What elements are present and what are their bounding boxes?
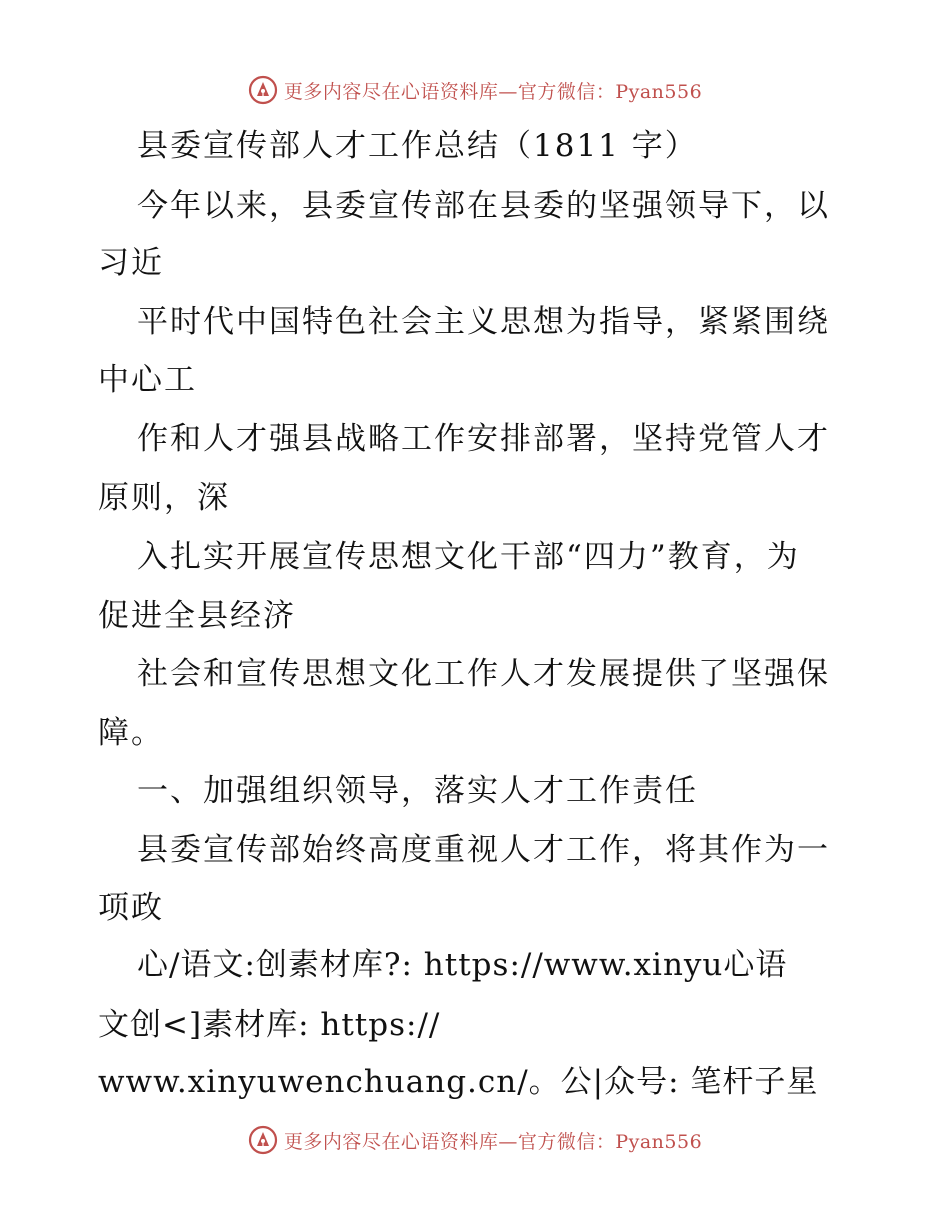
footer-banner-text: 更多内容尽在心语资料库—官方微信：Pyan556 (283, 1130, 703, 1153)
watermark-line: 心/语文:创素材库?: https://www.xinyu心语 (137, 947, 788, 983)
watermark-line: 文创<]素材库: https:// (98, 1007, 441, 1043)
pen-nib-seal-icon (248, 1125, 278, 1155)
paragraph-line: 中心工 (98, 362, 197, 398)
footer-banner (0, 1120, 950, 1160)
paragraph-line: 入扎实开展宣传思想文化干部“四力”教育，为 (137, 539, 800, 575)
paragraph-line: 县委宣传部始终高度重视人才工作，将其作为一 (137, 832, 830, 868)
paragraph-line: 作和人才强县战略工作安排部署，坚持党管人才 (137, 421, 830, 457)
watermark-line: www.xinyuwenchuang.cn/。公|众号: 笔杆子星 (98, 1064, 819, 1100)
paragraph-line: 促进全县经济 (98, 598, 296, 634)
document-title: 县委宣传部人才工作总结（1811 字） (137, 128, 698, 164)
header-banner-text: 更多内容尽在心语资料库—官方微信：Pyan556 (283, 80, 703, 103)
paragraph-line: 原则，深 (98, 480, 230, 516)
paragraph-line: 项政 (98, 890, 164, 926)
paragraph-line: 习近 (98, 245, 164, 281)
paragraph-line: 障。 (98, 715, 164, 751)
paragraph-line: 平时代中国特色社会主义思想为指导，紧紧围绕 (137, 304, 830, 340)
paragraph-line: 社会和宣传思想文化工作人才发展提供了坚强保 (137, 656, 830, 692)
paragraph-line: 今年以来，县委宣传部在县委的坚强领导下，以 (137, 188, 830, 224)
section-heading: 一、加强组织领导，落实人才工作责任 (137, 773, 698, 809)
